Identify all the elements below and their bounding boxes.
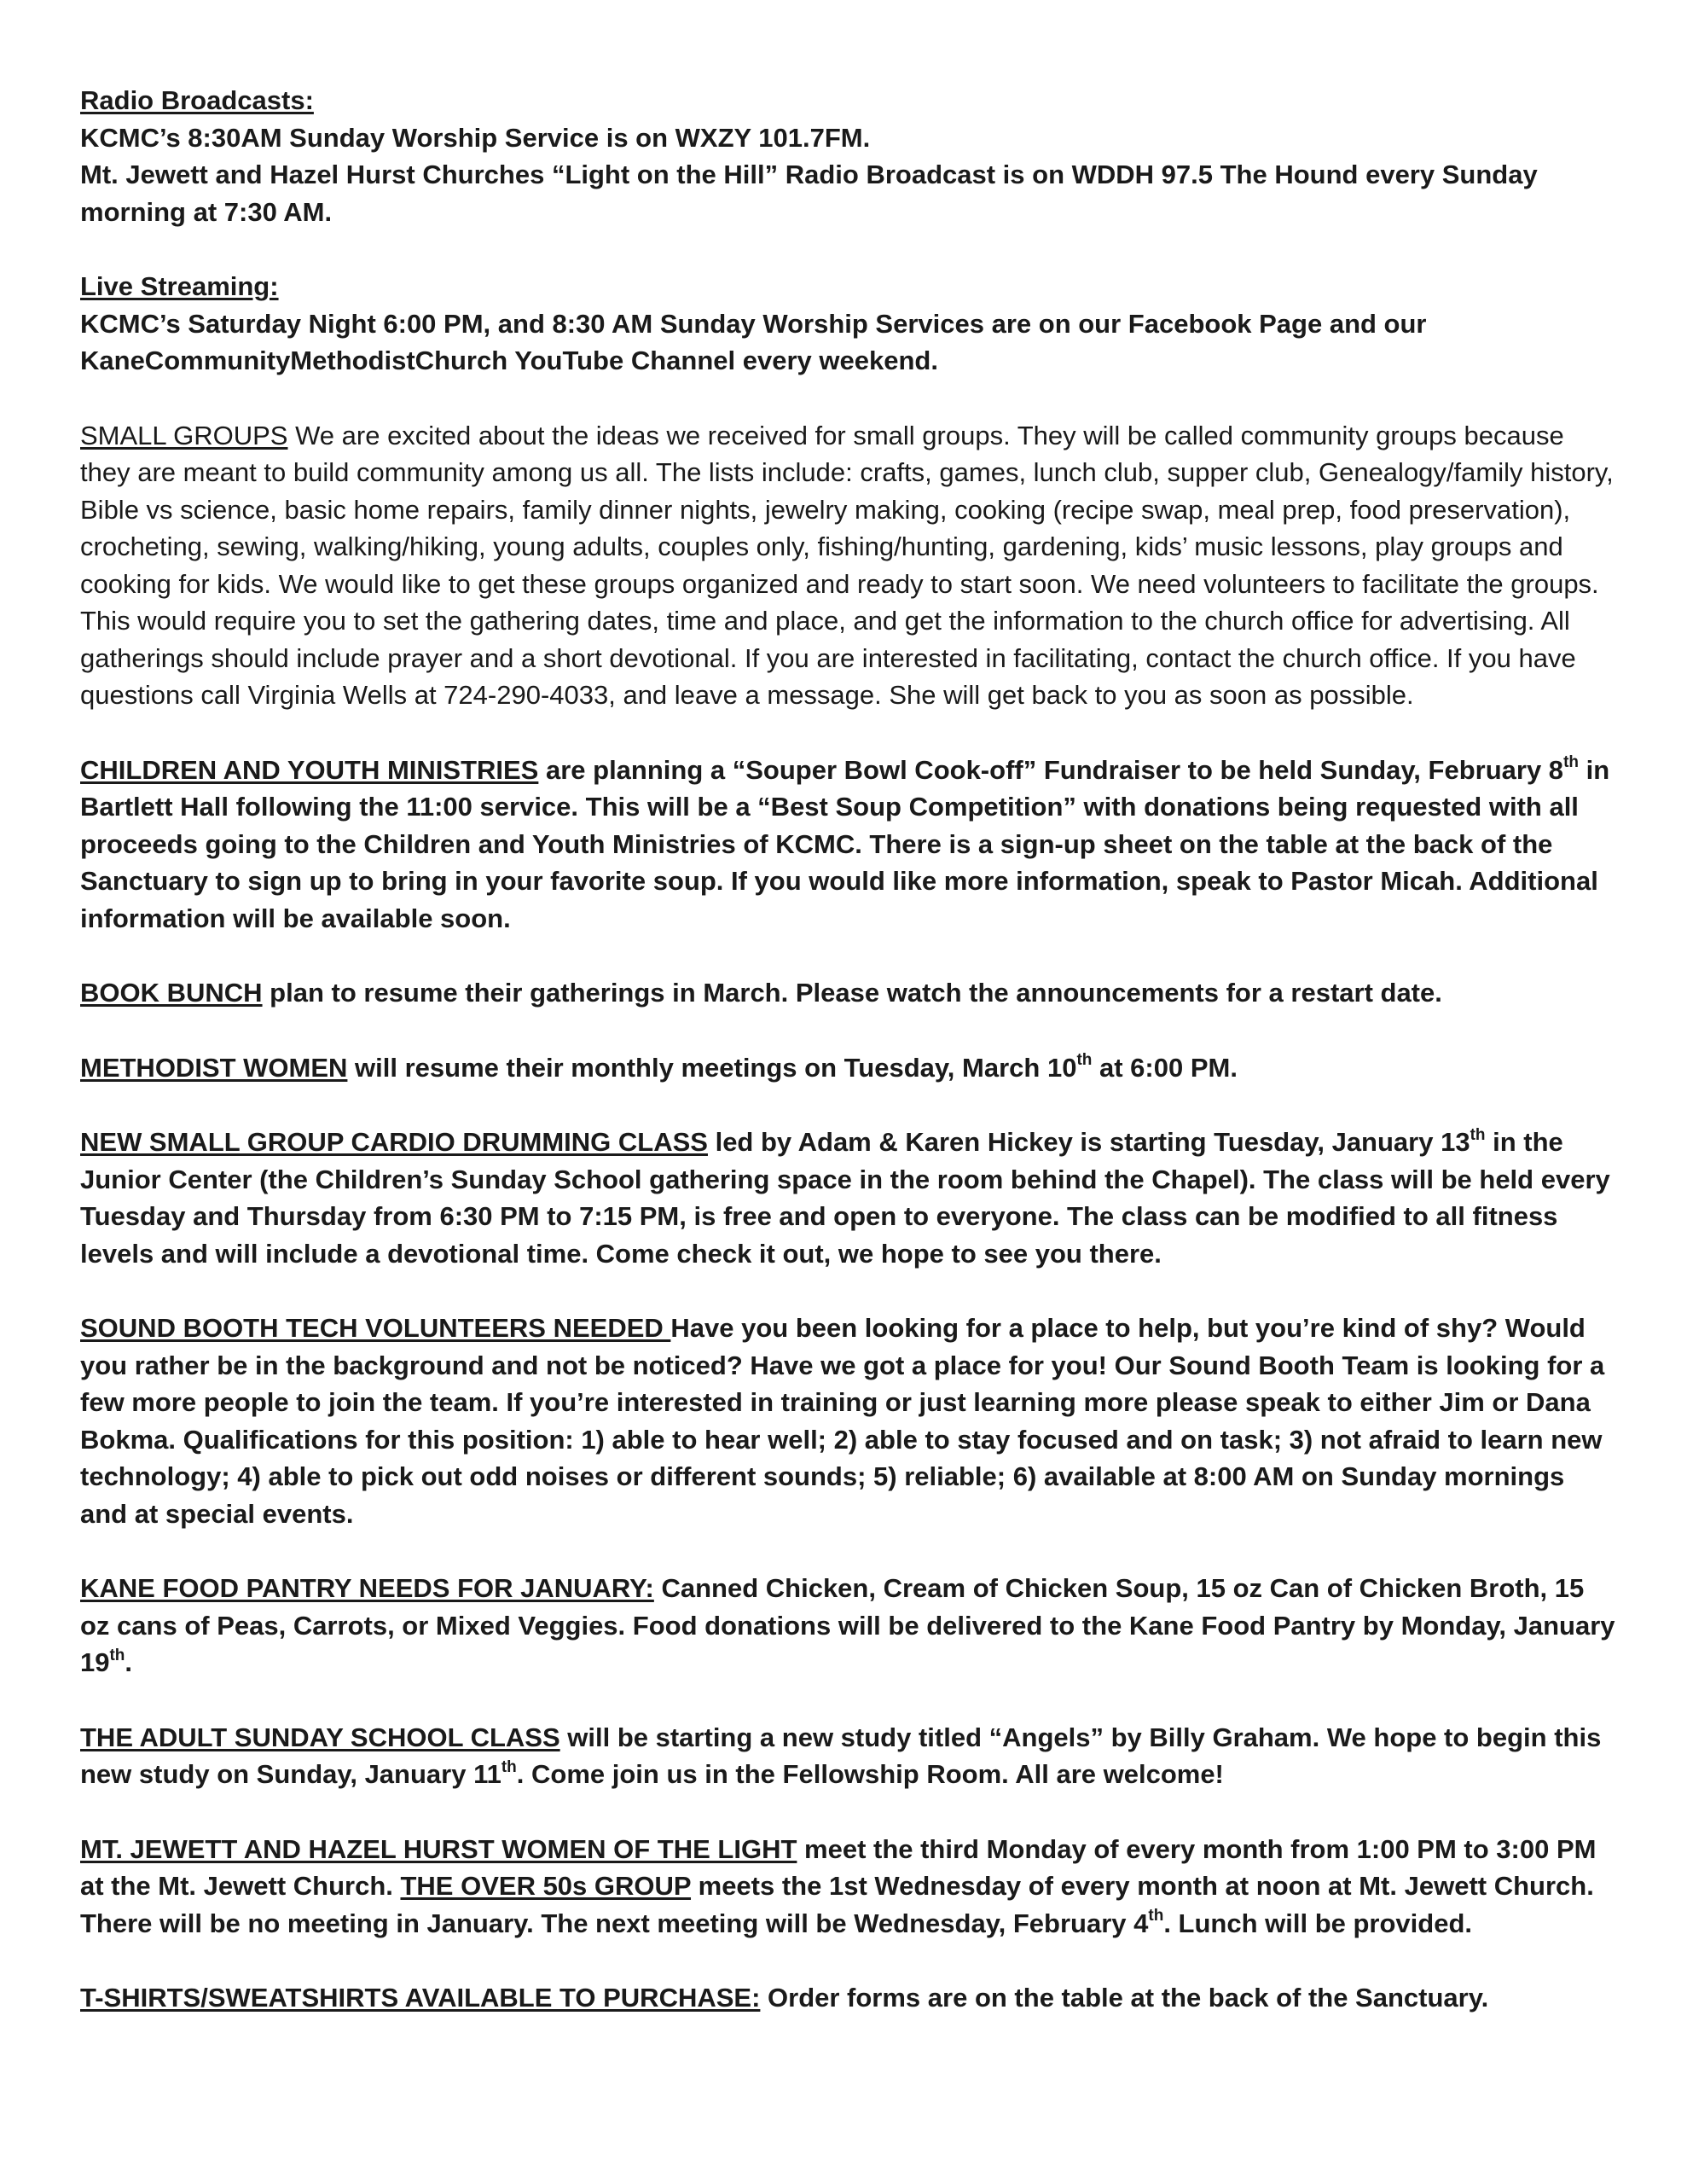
radio-heading: Radio Broadcasts: <box>80 85 314 115</box>
small-groups-text: We are excited about the ideas we received for small groups. They will be called community groups because they are meant to build community among us all. The lists include: crafts, games, lunch club, supper club, Genealogy/family history, Bible vs science, basic home repairs, family dinner nights, jewelry making, cooking (recipe swap, meal prep, food preservation), crocheting, sewing, walking/hiking, young adults, couples only, fishing/hunting, gardening, kids’ music lessons, play groups and cooking for kids. We would like to get these groups organized and ready to start soon. We need volunteers to facilitate the groups. This would require you to set the gathering dates, time and place, and get the information to the church office for advertising. All gatherings should include prayer and a short devotional. If you are interested in facilitating, contact the church office. If you have questions call Virginia Wells at 724-290-4033, and leave a message. She will get back to you as soon as possible. <box>80 420 1614 710</box>
small-groups-section <box>80 417 1617 714</box>
women-of-light-text-c: . Lunch will be provided. <box>1163 1908 1473 1938</box>
tshirts-heading: T-SHIRTS/SWEATSHIRTS AVAILABLE TO PURCHASE: <box>80 1983 761 2013</box>
radio-line-1: KCMC’s 8:30AM Sunday Worship Service is on WXZY 101.7FM. <box>80 122 871 153</box>
bulletin-page <box>80 82 1617 2054</box>
adult-sunday-school-sup: th <box>501 1757 517 1776</box>
children-youth-text-b: in Bartlett Hall following the 11:00 service. This will be a “Best Soup Competition” with donations being requested with all proceeds going to the Children and Youth Ministries of KCMC. There is a sign-up sheet on the table at the back of the Sanctuary to sign up to bring in your favorite soup. If you would like more information, speak to Pastor Micah. Additional information will be available soon. <box>80 754 1610 933</box>
adult-sunday-school-text-b: . Come join us in the Fellowship Room. All are welcome! <box>516 1759 1224 1789</box>
radio-section <box>80 82 1617 230</box>
drumming-heading: NEW SMALL GROUP CARDIO DRUMMING CLASS <box>80 1127 708 1157</box>
methodist-women-sup: th <box>1076 1051 1093 1070</box>
adult-sunday-school-section <box>80 1719 1617 1793</box>
women-of-light-text-b: meets the 1st Wednesday of every month at noon at Mt. Jewett Church. There will be no meeting in January. The next meeting will be Wednesday, February 4 <box>80 1871 1594 1938</box>
methodist-women-section <box>80 1049 1617 1087</box>
streaming-heading: Live Streaming: <box>80 271 279 301</box>
women-of-light-sup: th <box>1148 1907 1164 1926</box>
children-youth-text-a: are planning a “Souper Bowl Cook-off” Fundraiser to be held Sunday, February 8 <box>538 754 1564 785</box>
women-of-light-heading: MT. JEWETT AND HAZEL HURST WOMEN OF THE LIGHT <box>80 1833 797 1864</box>
over-50s-heading: THE OVER 50s GROUP <box>400 1871 692 1901</box>
methodist-women-text-a: will resume their monthly meetings on Tuesday, March 10 <box>347 1052 1077 1083</box>
drumming-section <box>80 1124 1617 1272</box>
food-pantry-heading: KANE FOOD PANTRY NEEDS FOR JANUARY: <box>80 1573 654 1603</box>
food-pantry-section <box>80 1570 1617 1682</box>
small-groups-heading: SMALL GROUPS <box>80 420 288 450</box>
food-pantry-text-a: Canned Chicken, Cream of Chicken Soup, 15 oz Can of Chicken Broth, 15 oz cans of Peas, Carrots, or Mixed Veggies. Food donations will be delivered to the Kane Food Pantry by Monday, January 19 <box>80 1573 1615 1677</box>
tshirts-text: Order forms are on the table at the back of the Sanctuary. <box>760 1983 1489 2013</box>
children-youth-section <box>80 752 1617 938</box>
book-bunch-section <box>80 974 1617 1012</box>
book-bunch-heading: BOOK BUNCH <box>80 978 263 1008</box>
streaming-section <box>80 268 1617 380</box>
food-pantry-sup: th <box>109 1646 125 1664</box>
drumming-text-a: led by Adam & Karen Hickey is starting Tuesday, January 13 <box>707 1127 1470 1157</box>
children-youth-heading: CHILDREN AND YOUTH MINISTRIES <box>80 754 539 785</box>
methodist-women-heading: METHODIST WOMEN <box>80 1052 348 1083</box>
adult-sunday-school-text-a: will be starting a new study titled “Angels” by Billy Graham. We hope to begin this new study on Sunday, January 11 <box>80 1722 1602 1789</box>
women-of-light-section <box>80 1831 1617 1943</box>
streaming-text: KCMC’s Saturday Night 6:00 PM, and 8:30 AM Sunday Worship Services are on our Facebook Page and our KaneCommunityMethodistChurch YouTube Channel every weekend. <box>80 308 1427 375</box>
sound-booth-text: Have you been looking for a place to help, but you’re kind of shy? Would you rather be in the background and not be noticed? Have we got a place for you! Our Sound Booth Team is looking for a few more people to join the team. If you’re interested in training or just learning more please speak to either Jim or Dana Bokma. Qualifications for this position: 1) able to hear well; 2) able to stay focused and on task; 3) not afraid to learn new technology; 4) able to pick out odd noises or different sounds; 5) reliable; 6) available at 8:00 AM on Sunday mornings and at special events. <box>80 1313 1605 1529</box>
women-of-light-text-a: meet the third Monday of every month from 1:00 PM to 3:00 PM at the Mt. Jewett Church. <box>80 1833 1597 1901</box>
adult-sunday-school-heading: THE ADULT SUNDAY SCHOOL CLASS <box>80 1722 560 1752</box>
drumming-sup: th <box>1470 1125 1486 1144</box>
methodist-women-text-b: at 6:00 PM. <box>1092 1052 1238 1083</box>
tshirts-section <box>80 1979 1617 2017</box>
drumming-text-b: in the Junior Center (the Children’s Sunday School gathering space in the room behind the Chapel). The class will be held every Tuesday and Thursday from 6:30 PM to 7:15 PM, is free and open to everyone. The class can be modified to all fitness levels and will include a devotional time. Come check it out, we hope to see you there. <box>80 1127 1610 1269</box>
sound-booth-heading: SOUND BOOTH TECH VOLUNTEERS NEEDED <box>80 1313 671 1343</box>
food-pantry-text-b: . <box>125 1647 133 1677</box>
book-bunch-text: plan to resume their gatherings in March. Please watch the announcements for a restart date. <box>262 978 1442 1008</box>
sound-booth-section <box>80 1310 1617 1532</box>
radio-line-2: Mt. Jewett and Hazel Hurst Churches “Light on the Hill” Radio Broadcast is on WDDH 97.5 The Hound every Sunday morning at 7:30 AM. <box>80 160 1538 227</box>
children-youth-sup: th <box>1563 753 1579 772</box>
